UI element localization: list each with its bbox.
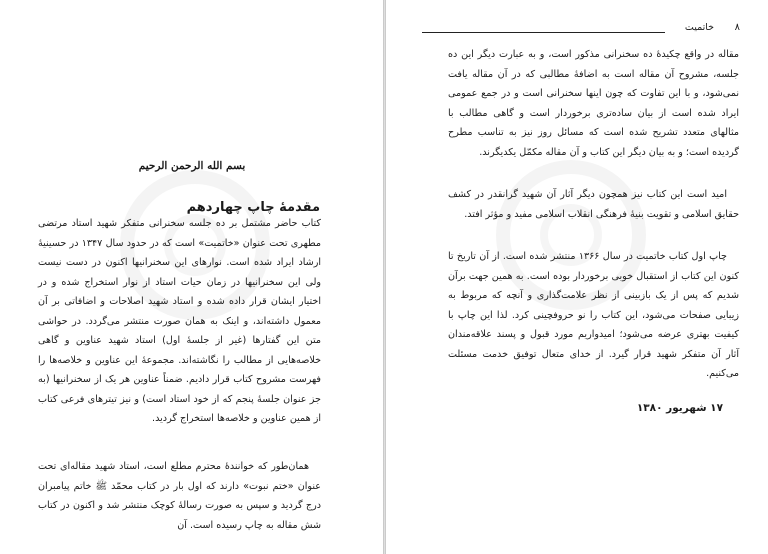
left-body-paragraph-2	[38, 457, 321, 535]
running-title: خاتمیت	[684, 22, 714, 33]
section-title: مقدمهٔ چاپ چهاردهم	[186, 200, 320, 215]
paragraph-text: همان‌طور که خوانندهٔ محترم مطلع است، استاد شهید مقاله‌ای تحت عنوان «ختم نبوت» دارند که اول بار در کتاب محمّد ﷺ خاتم پیامبران درج گردید و سپس به صورت رسالهٔ کوچک منتشر شد و اکنون در کتاب شش مقاله به چاپ رسیده است. آن	[38, 461, 321, 531]
paragraph-text: مقاله در واقع چکیدهٔ ده سخنرانی مذکور است، و به عبارت دیگر این ده جلسه، مشروح آن مقاله است به اضافهٔ مطالبی که در آن مقاله یافت نمی‌شود، و با این تفاوت که چون اینها سخنرانی است و در جمع عمومی ایراد شده است از بیان ساده‌تری برخوردار است و گاهی مطالب با مثالهای متعدد تشریح شده است که مسائل روز نیز به تناسب مطرح گردیده است؛ و به بیان دیگر این کتاب و آن مقاله مکمّل یکدیگرند.	[448, 49, 739, 158]
page-header	[422, 22, 740, 38]
header-rule	[422, 32, 665, 33]
paragraph-text: امید است این کتاب نیز همچون دیگر آثار آن شهید گرانقدر در کشف حقایق اسلامی و تقویت بنیهٔ فرهنگی انقلاب اسلامی مفید و مؤثر افتد.	[448, 189, 739, 220]
paragraph-text: چاپ اول کتاب خاتمیت در سال ۱۳۶۶ منتشر شده است. از آن تاریخ تا کنون این کتاب از استقبال خوبی برخوردار بوده است. به همین جهت برآن شدیم که پس از یک بازبینی از نظر علامت‌گذاری و آنچه که مربوط به زیبایی صفحات می‌شود، این کتاب را نو حروفچینی کرد. لذا این چاپ با کیفیت بهتری عرضه می‌شود؛ امیدواریم مورد قبول و پسند علاقه‌مندان آثار آن متفکر شهید قرار گیرد. از خدای متعال توفیق خدمت مسئلت می‌کنیم.	[448, 251, 739, 379]
right-body-paragraph-3	[448, 247, 739, 384]
right-page	[386, 0, 768, 554]
right-body-paragraph-1	[448, 45, 739, 162]
right-body-paragraph-2	[448, 185, 739, 224]
paragraph-text: کتاب حاضر مشتمل بر ده جلسه سخنرانی متفکر شهید استاد مرتضی مطهری تحت عنوان «خاتمیت» است که در حدود سال ۱۳۴۷ در حسینیهٔ ارشاد ایراد شده است. نوارهای این سخنرانیها اکنون در دست نیست ولی این سخنرانیها در زمان حیات استاد از نوار استخراج شده و در اختیار ایشان قرار داده شده و استاد شهید اصلاحات و اضافاتی بر آن معمول داشته‌اند، و اینک به همان صورت منتشر می‌گردد. در حواشی متن این گفتارها (غیر از جلسهٔ اول) استاد شهید عناوین و گاهی خلاصه‌هایی از مطالب را نگاشته‌اند. مجموعهٔ این عناوین و خلاصه‌ها را فهرست مشروح کتاب قرار دادیم. ضمناً عناوین هر یک از سخنرانیها (به جز عنوان جلسهٔ پنجم که از خود استاد است) و نیز تیترهای فرعی کتاب از همین عناوین و خلاصه‌ها استخراج گردید.	[38, 218, 322, 424]
page-number: ۸	[734, 22, 740, 33]
signature-date: ۱۷ شهریور ۱۳۸۰	[636, 402, 723, 414]
basmala: بسم الله الرحمن الرحيم	[138, 160, 246, 172]
left-body-paragraph-1	[38, 214, 321, 429]
